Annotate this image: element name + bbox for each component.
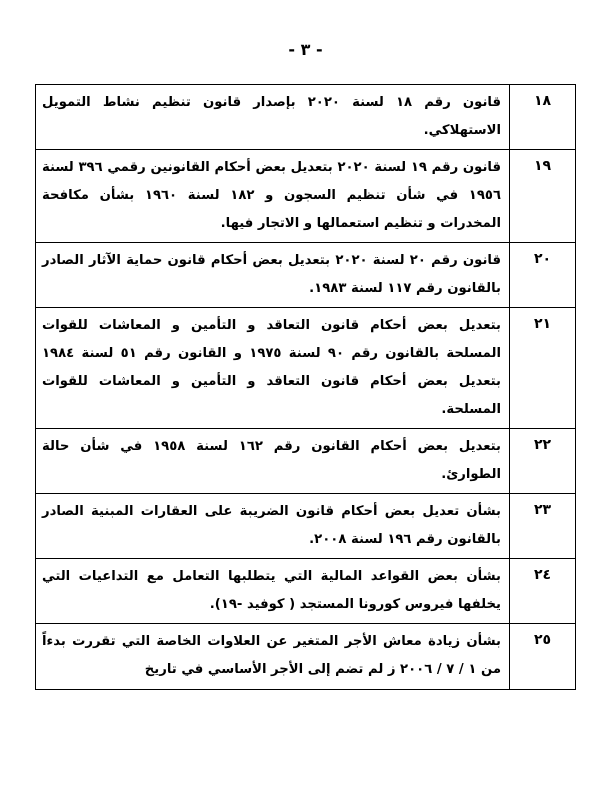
- row-number: ٢٠: [510, 243, 576, 308]
- page-number: - ٣ -: [288, 40, 323, 59]
- row-number: ١٩: [510, 150, 576, 243]
- law-description: بتعديل بعض أحكام قانون التعاقد و التأمين و المعاشات للقوات المسلحة بالقانون رقم ٩٠ لسنة ١٩٧٥ و القانون رقم ٥١ لسنة ١٩٨٤ بتعديل بعض أحكام قانون التعاقد و التأمين و المعاشات للقوات المسلحة.: [36, 308, 510, 429]
- row-number: ١٨: [510, 85, 576, 150]
- law-description: بشأن زيادة معاش الأجر المتغير عن العلاوات الخاصة التي تقررت بدءاً من ١ / ٧ / ٢٠٠٦ ز لم تضم إلى الأجر الأساسي في تاريخ: [36, 624, 510, 690]
- table-row: [36, 308, 576, 429]
- table-row: [36, 243, 576, 308]
- law-description: بشأن بعض القواعد المالية التي يتطلبها التعامل مع التداعيات التي يخلفها فيروس كورونا المستجد ( كوفيد -١٩).: [36, 559, 510, 624]
- row-number: ٢١: [510, 308, 576, 429]
- row-number: ٢٥: [510, 624, 576, 690]
- law-description: بتعديل بعض أحكام القانون رقم ١٦٢ لسنة ١٩٥٨ في شأن حالة الطوارئ.: [36, 429, 510, 494]
- row-number: ٢٢: [510, 429, 576, 494]
- law-description: قانون رقم ١٨ لسنة ٢٠٢٠ بإصدار قانون تنظيم نشاط التمويل الاستهلاكي.: [36, 85, 510, 150]
- law-description: قانون رقم ١٩ لسنة ٢٠٢٠ بتعديل بعض أحكام القانونين رقمي ٣٩٦ لسنة ١٩٥٦ في شأن تنظيم السجون و ١٨٢ لسنة ١٩٦٠ بشأن مكافحة المخدرات و تنظيم استعمالها و الاتجار فيها.: [36, 150, 510, 243]
- table-row: [36, 150, 576, 243]
- row-number: ٢٣: [510, 494, 576, 559]
- laws-table: [35, 84, 576, 690]
- law-description: قانون رقم ٢٠ لسنة ٢٠٢٠ بتعديل بعض أحكام قانون حماية الآثار الصادر بالقانون رقم ١١٧ لسنة ١٩٨٣.: [36, 243, 510, 308]
- table-row: [36, 85, 576, 150]
- table-row: [36, 559, 576, 624]
- table-row: [36, 494, 576, 559]
- table-row: [36, 624, 576, 690]
- law-description: بشأن تعديل بعض أحكام قانون الضريبة على العقارات المبنية الصادر بالقانون رقم ١٩٦ لسنة ٢٠٠٨.: [36, 494, 510, 559]
- row-number: ٢٤: [510, 559, 576, 624]
- table-row: [36, 429, 576, 494]
